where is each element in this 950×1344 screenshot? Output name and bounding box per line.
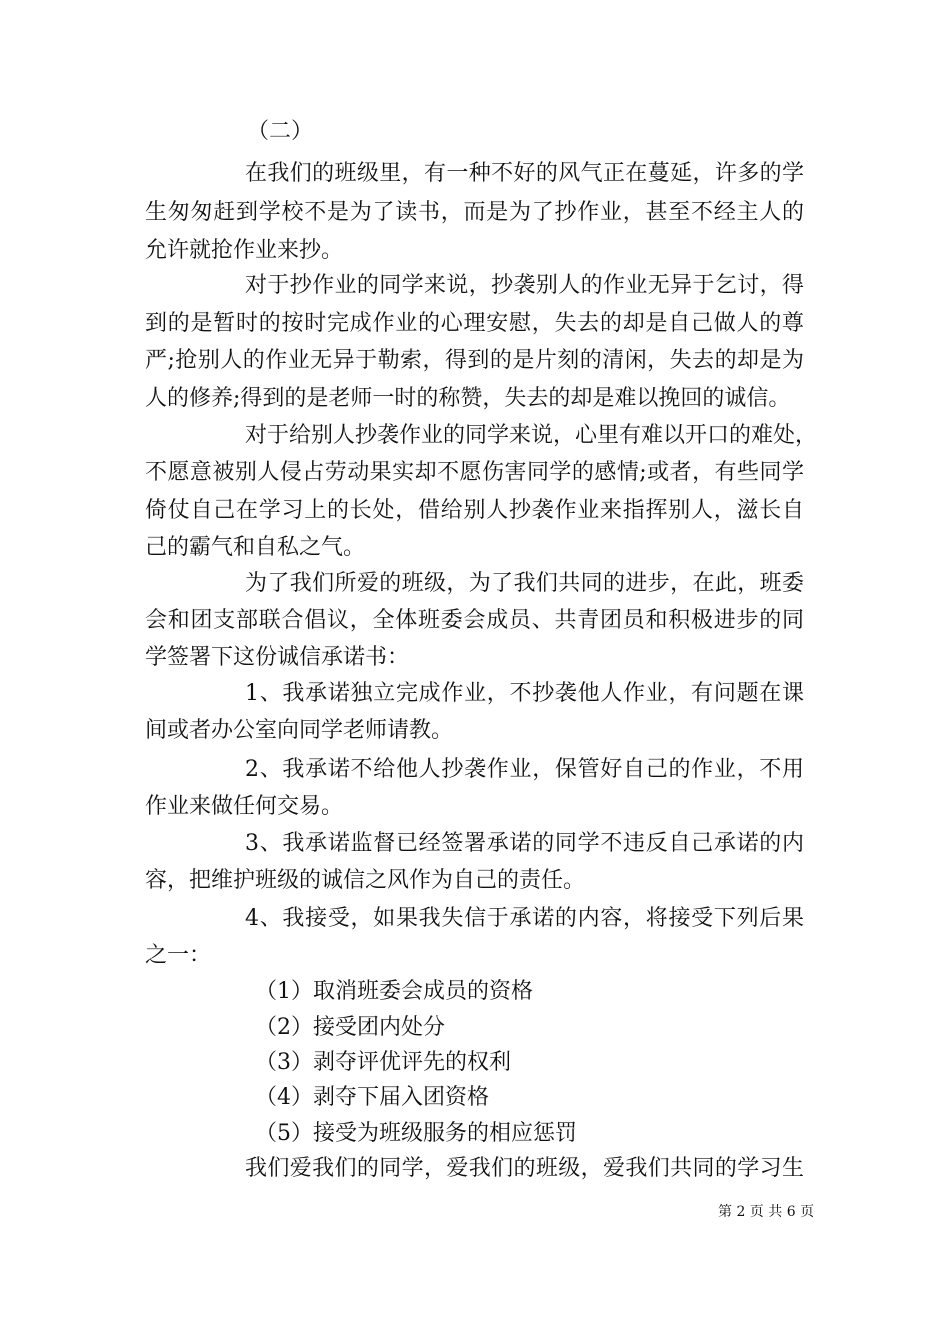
consequence-item: （1）取消班委会成员的资格 (255, 979, 533, 1004)
pledge-item: 2、我承诺不给他人抄袭作业，保管好自己的作业，不用 (245, 757, 804, 782)
section-heading: （二） (247, 119, 314, 144)
paragraph-line: 己的霸气和自私之气。 (145, 535, 366, 560)
pledge-item: 容，把维护班级的诚信之风作为自己的责任。 (145, 868, 586, 893)
page-number-footer: 第 2 页 共 6 页 (718, 1204, 815, 1220)
closing-line: 我们爱我们的同学，爱我们的班级，爱我们共同的学习生 (245, 1156, 804, 1181)
pledge-item: 间或者办公室向同学老师请教。 (145, 718, 454, 743)
paragraph-line: 对于给别人抄袭作业的同学来说，心里有难以开口的难处， (245, 423, 818, 448)
paragraph-line: 学签署下这份诚信承诺书： (145, 645, 410, 670)
paragraph-line: 会和团支部联合倡议，全体班委会成员、共青团员和积极进步的同 (145, 608, 804, 633)
paragraph-line: 人的修养;得到的是老师一时的称赞，失去的却是难以挽回的诚信。 (145, 386, 791, 411)
paragraph-line: 不愿意被别人侵占劳动果实却不愿伤害同学的感情;或者，有些同学 (145, 460, 804, 485)
consequence-item: （4）剥夺下届入团资格 (255, 1085, 489, 1110)
pledge-item: 作业来做任何交易。 (145, 794, 344, 819)
consequence-item: （5）接受为班级服务的相应惩罚 (255, 1121, 577, 1146)
paragraph-line: 在我们的班级里，有一种不好的风气正在蔓延，许多的学 (245, 161, 804, 186)
paragraph-line: 严;抢别人的作业无异于勒索，得到的是片刻的清闲，失去的却是为 (145, 348, 804, 373)
consequence-item: （3）剥夺评优评先的权利 (255, 1050, 511, 1075)
paragraph-line: 对于抄作业的同学来说，抄袭别人的作业无异于乞讨，得 (245, 273, 804, 298)
pledge-item: 1、我承诺独立完成作业，不抄袭他人作业，有问题在课 (245, 681, 804, 706)
paragraph-line: 允许就抢作业来抄。 (145, 238, 344, 263)
paragraph-line: 到的是暂时的按时完成作业的心理安慰，失去的却是自己做人的尊 (145, 311, 804, 336)
paragraph-line: 生匆匆赶到学校不是为了读书，而是为了抄作业，甚至不经主人的 (145, 200, 804, 225)
pledge-item: 4、我接受，如果我失信于承诺的内容，将接受下列后果 (245, 906, 804, 931)
pledge-item: 3、我承诺监督已经签署承诺的同学不违反自己承诺的内 (245, 831, 804, 856)
consequence-item: （2）接受团内处分 (255, 1015, 445, 1040)
pledge-item: 之一： (145, 943, 212, 968)
paragraph-line: 为了我们所爱的班级，为了我们共同的进步，在此，班委 (245, 571, 804, 596)
paragraph-line: 倚仗自己在学习上的长处，借给别人抄袭作业来指挥别人，滋长自 (145, 498, 804, 523)
